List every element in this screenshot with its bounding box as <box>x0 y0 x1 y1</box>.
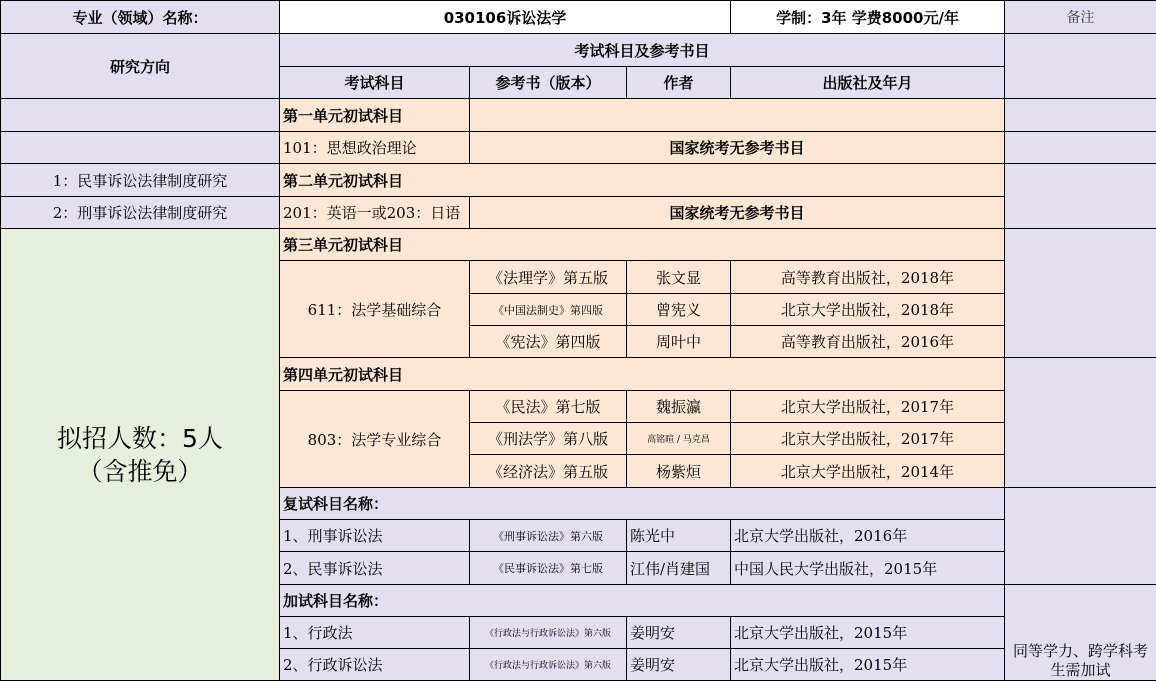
retest-author: 陈光中 <box>627 520 731 552</box>
book-title: 《法理学》第五版 <box>470 261 627 294</box>
unit4-subject: 803：法学专业综合 <box>280 391 470 488</box>
book-author: 杨紫烜 <box>627 455 731 488</box>
unit1-note: 国家统考无参考书目 <box>470 132 1005 164</box>
direction-empty <box>1 99 280 132</box>
remarks-cell <box>1005 229 1156 358</box>
book-title: 《刑法学》第八版 <box>470 423 627 455</box>
col-book: 参考书（版本） <box>470 67 627 99</box>
unit3-title: 第三单元初试科目 <box>280 229 1005 261</box>
retest-subject: 2、民事诉讼法 <box>280 552 470 585</box>
remarks-cell <box>1005 34 1156 99</box>
remarks-label: 备注 <box>1005 1 1156 34</box>
unit2-note: 国家统考无参考书目 <box>470 197 1005 229</box>
book-author: 曾宪义 <box>627 294 731 326</box>
major-label: 专业（领域）名称： <box>1 1 280 34</box>
col-subject: 考试科目 <box>280 67 470 99</box>
col-publisher: 出版社及年月 <box>731 67 1005 99</box>
direction-item: 2：刑事诉讼法律制度研究 <box>1 197 280 229</box>
unit1-subject: 101：思想政治理论 <box>280 132 470 164</box>
book-author: 高铭暄 / 马克昌 <box>627 423 731 455</box>
book-title: 《宪法》第四版 <box>470 326 627 358</box>
retest-book: 《民事诉讼法》第七版 <box>470 552 627 585</box>
book-author: 周叶中 <box>627 326 731 358</box>
remarks-cell <box>1005 164 1156 229</box>
enrollment-note: （含推免） <box>77 456 203 486</box>
enrollment-cell <box>1 229 280 681</box>
duration-fee: 学制：3年 学费8000元/年 <box>731 1 1005 34</box>
extra-author: 姜明安 <box>627 649 731 681</box>
extra-publisher: 北京大学出版社，2015年 <box>731 617 1005 649</box>
book-publisher: 北京大学出版社，2017年 <box>731 391 1005 423</box>
remarks-cell <box>1005 99 1156 132</box>
retest-publisher: 北京大学出版社，2016年 <box>731 520 1005 552</box>
extra-note: 同等学力、跨学科考生需加试 <box>1005 585 1156 681</box>
extra-subject: 2、行政诉讼法 <box>280 649 470 681</box>
remarks-cell <box>1005 488 1156 585</box>
book-author: 张文显 <box>627 261 731 294</box>
direction-empty <box>1 132 280 164</box>
extra-title: 加试科目名称： <box>280 585 1005 617</box>
book-publisher: 北京大学出版社，2014年 <box>731 455 1005 488</box>
retest-book: 《刑事诉讼法》第六版 <box>470 520 627 552</box>
book-publisher: 北京大学出版社，2018年 <box>731 294 1005 326</box>
book-publisher: 高等教育出版社，2018年 <box>731 261 1005 294</box>
exam-ref-label: 考试科目及参考书目 <box>280 34 1005 67</box>
direction-label: 研究方向 <box>1 34 280 99</box>
remarks-cell <box>1005 358 1156 488</box>
retest-title: 复试科目名称： <box>280 488 1005 520</box>
book-title: 《中国法制史》第四版 <box>470 294 627 326</box>
extra-author: 姜明安 <box>627 617 731 649</box>
major-value: 030106诉讼法学 <box>280 1 731 34</box>
book-publisher: 高等教育出版社，2016年 <box>731 326 1005 358</box>
extra-book: 《行政法与行政诉讼法》第六版 <box>470 649 627 681</box>
book-title: 《经济法》第五版 <box>470 455 627 488</box>
unit1-blank <box>470 99 1005 132</box>
extra-book: 《行政法与行政诉讼法》第六版 <box>470 617 627 649</box>
direction-item: 1：民事诉讼法律制度研究 <box>1 164 280 197</box>
retest-subject: 1、刑事诉讼法 <box>280 520 470 552</box>
unit2-title: 第二单元初试科目 <box>280 164 1005 197</box>
book-author: 魏振瀛 <box>627 391 731 423</box>
retest-author: 江伟/肖建国 <box>627 552 731 585</box>
col-author: 作者 <box>627 67 731 99</box>
unit2-subject: 201：英语一或203：日语 <box>280 197 470 229</box>
unit4-title: 第四单元初试科目 <box>280 358 1005 391</box>
extra-subject: 1、行政法 <box>280 617 470 649</box>
remarks-cell <box>1005 132 1156 164</box>
enrollment-count: 拟招人数：5人 <box>57 423 223 453</box>
unit1-title: 第一单元初试科目 <box>280 99 470 132</box>
retest-publisher: 中国人民大学出版社，2015年 <box>731 552 1005 585</box>
book-publisher: 北京大学出版社，2017年 <box>731 423 1005 455</box>
unit3-subject: 611：法学基础综合 <box>280 261 470 358</box>
book-title: 《民法》第七版 <box>470 391 627 423</box>
extra-publisher: 北京大学出版社，2015年 <box>731 649 1005 681</box>
